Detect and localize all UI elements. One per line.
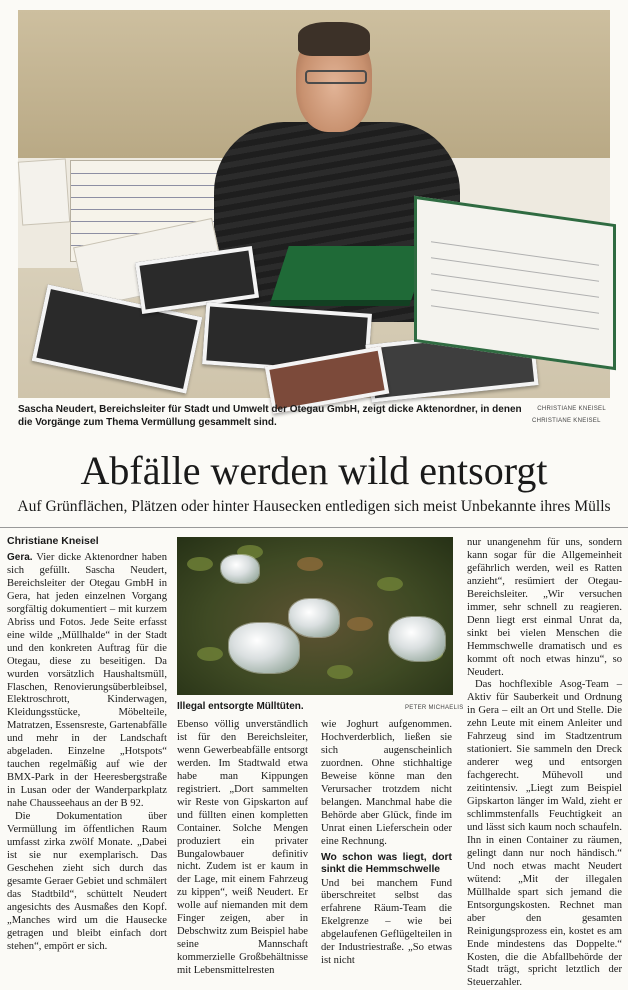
- col1-paragraph-1: [7, 552, 167, 811]
- photo-credit-top: CHRISTIANE KNEISEL: [537, 406, 606, 412]
- col3-paragraph-2: Und bei manchem Fund überschreitet selbst das erfahrene Räum-Team die Ekelgrenze – wie bei abgelaufenen Geflügelteilen in der Industriestraße. „So etwas ist nicht: [321, 877, 452, 967]
- photo-person-hair: [298, 22, 370, 56]
- col4-paragraph-1: nur unangenehm für uns, sondern kann sogar für die Allgemeinheit gefährlich werden, weil es Ratten anzieht“, resümiert der Otegau-Bereichsleiter. „Wir versuchen immer, sehr schnell zu reagieren. Denn liegt erst einmal Unrat da, sinkt bei vielen Menschen die Hemmschwelle dramatisch und es kommt oft noch etwas hinzu“, so Neudert.: [467, 537, 622, 678]
- col1-text-1: Vier dicke Aktenordner haben sich gefüllt. Sascha Neudert, Bereichsleiter der Otegau GmbH in Gera, hat jeden einzelnen Vorgang sorgfältig dokumentiert – mit kurzem Abriss und Fotos. Jede Seite erfasst eine wilde „Müllhalde“ in der Stadt und den konkreten Auftrag für die Otegau, diese zu beseitigen. Da wurden vorsätzlich Haushaltsmüll, Flaschen, Renovierungsüberbleibsel, Elektroschrott, Kinderwagen, Kleidungsstücke, Möbelteile, Matratzen, Essensreste, Gartenabfälle und mehr in der Landschaft abgeladen. Einzelne „Hotspots“ tauchen regelmäßig auf wie der BMX-Park in der Heeresbergstraße in Lusan oder der Wanderparkplatz nahe Chausseehaus an der B 92.: [7, 552, 168, 810]
- trash-bag: [289, 599, 339, 637]
- subheadline: Auf Grünflächen, Plätzen oder hinter Hausecken entledigen sich meist Unbekannte ihres Mülls: [17, 498, 611, 515]
- photo-credit: CHRISTIANE KNEISEL: [532, 418, 601, 424]
- column-2: [177, 719, 308, 978]
- column-3: [321, 719, 452, 968]
- photo2-credit: PETER MICHAELIS: [405, 705, 464, 711]
- author-byline: Christiane Kneisel: [7, 535, 99, 547]
- divider-rule: [0, 527, 628, 528]
- subheading: Wo schon was liegt, dort sinkt die Hemmschwelle: [321, 851, 452, 876]
- photo-person-glasses: [305, 70, 367, 84]
- photo-open-binder: [414, 196, 616, 370]
- trash-bags-photo: [177, 537, 453, 695]
- column-4: [467, 537, 622, 990]
- headline: Abfälle werden wild entsorgt: [80, 448, 548, 493]
- photo-wall-note: [18, 158, 70, 225]
- column-1: [7, 552, 167, 954]
- trash-bag: [389, 617, 445, 661]
- photo-green-folder: [271, 246, 429, 300]
- lead-photo: [18, 10, 610, 412]
- trash-bag: [221, 555, 259, 583]
- photo2-caption: Illegal entsorgte Mülltüten.: [177, 701, 304, 712]
- trash-bag: [229, 623, 299, 673]
- col4-paragraph-2: Das hochflexible Asog-Team – Aktiv für Sauberkeit und Ordnung in Gera – eilt an Ort und Stelle. Die zehn Leute mit einem Anleiter und Fahrzeug sind im Stadtzentrum stationiert. Sie sammeln den Dreck anderer weg und entsorgen fachgerecht. Mühevoll und zeitintensiv. „Liegt zum Beispiel Gipskarton länger im Wald, zieht er schlimmstenfalls Feuchtigkeit an und lässt sich kaum noch schaufeln. Ihn in einen Container zu räumen, gelingt dann nur noch händisch.“ Und noch etwas macht Neudert wütend: „Mit der illegalen Müllhalde spart sich jemand die Entsorgungskosten. Rechnet man aber den gesamten Reinigungsprozess ein, kostet es am Ende mindestens das Doppelte.“ Kosten, die die Abfallbehörde der Stadt trägt, spricht letztlich der Steuerzahler.: [467, 679, 622, 989]
- col3-paragraph-1: wie Joghurt aufgenommen. Hochverderblich, ließen sie sich augenscheinlich zuordnen. Ohne stichhaltige Beweise könne man den Verursacher trotzdem nicht belangen. Manchmal habe die Behörde aber Glück, finde im Unrat einen Lieferschein oder eine Rechnung.: [321, 719, 452, 847]
- photo-caption: Sascha Neudert, Bereichsleiter für Stadt und Umwelt der Otegau GmbH, zeigt dicke Aktenordner, in denen die Vorgänge zum Thema Vermüllung gesammelt sind.: [18, 404, 522, 428]
- col2-paragraph-1: Ebenso völlig unverständlich ist für den Bereichsleiter, wenn Gewerbeabfälle entsorgt werden. Im Stadtwald etwa habe man Kippungen registriert. „Dort sammelten wir Reste von Gipskarton auf und füllten einen kompletten Container. Solche Mengen produziert ein privater Bungalowbauer definitiv nicht. Zudem ist er kaum in der Lage, mit einem Fahrzeug zu kippen“, weiß Neudert. Er wolle auf niemanden mit dem Finger zeigen, aber in Debschwitz zum Beispiel habe seine Mannschaft kommerzielle Großbehältnisse mit Lebensmittelresten: [177, 719, 308, 977]
- dateline: Gera.: [7, 552, 33, 563]
- col1-paragraph-2: Die Dokumentation über Vermüllung im öffentlichen Raum umfasst zirka zwölf Monate. „Dabei ist sie nur exemplarisch. Das Geschehen zieht sich durch das gesamte Geraer Gebiet und schmälert das Stadtbild“, schüttelt Neudert angesichts des Ausmaßes den Kopf. „Manches wird um die Hausecke getragen und bleibt einfach dort stehen“, empört er sich.: [7, 811, 167, 952]
